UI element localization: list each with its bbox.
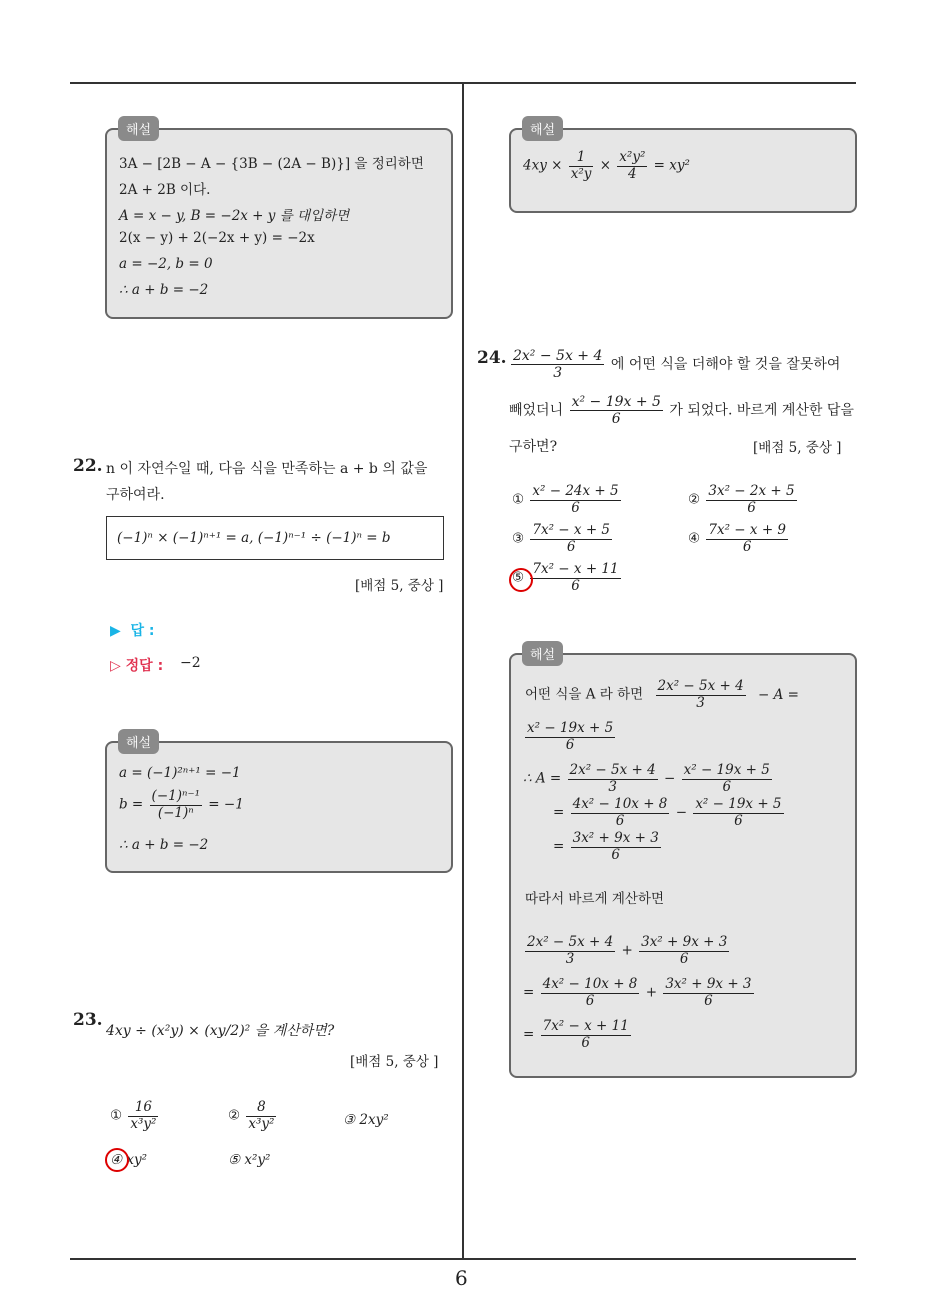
solution-line — [553, 831, 663, 863]
column-divider — [462, 84, 464, 1260]
denominator: 4 — [628, 165, 637, 182]
solution-line — [523, 977, 756, 1009]
question-text-part: 에 어떤 식을 더해야 할 것을 잘못하여 — [610, 356, 841, 373]
denominator: 6 — [679, 950, 689, 967]
denominator: x³y² — [248, 1115, 275, 1132]
solution-line — [523, 935, 731, 967]
solution-line: ∴ a + b = −2 — [119, 282, 209, 298]
choice-mark: ② — [228, 1107, 241, 1124]
denominator: x³y² — [130, 1115, 157, 1132]
denominator: 6 — [615, 812, 625, 829]
solution-fraction — [639, 935, 729, 967]
operator: = — [553, 838, 565, 855]
solution-fraction — [150, 789, 202, 821]
choice-mark: ④ — [110, 1152, 123, 1168]
solution-line — [523, 150, 690, 182]
denominator: 6 — [585, 992, 595, 1009]
denominator: (−1)ⁿ — [157, 804, 194, 821]
numerator: 2x² − 5x + 4 — [657, 678, 744, 694]
choice-2[interactable] — [688, 484, 799, 516]
numerator: (−1)ⁿ⁻¹ — [151, 788, 200, 804]
numerator: 4x² − 10x + 8 — [572, 796, 668, 812]
choice-5[interactable]: ⑤ x²y² — [228, 1152, 271, 1168]
denominator: 6 — [581, 1034, 590, 1051]
numerator: 7x² − x + 9 — [708, 522, 787, 538]
choice-fraction — [530, 562, 620, 594]
numerator: x² − 19x + 5 — [527, 720, 614, 736]
choice-fraction — [128, 1100, 158, 1132]
numerator: 3x² − 2x + 5 — [708, 483, 795, 499]
solution-text: − A = — [758, 686, 799, 703]
solution-lhs: 4xy × — [523, 157, 563, 174]
numerator: 1 — [569, 150, 594, 167]
numerator: 4x² − 10x + 8 — [542, 976, 638, 992]
numerator: 7x² − x + 5 — [532, 522, 611, 538]
question-number: 22. — [73, 456, 103, 476]
selected-answer-circle — [105, 1148, 129, 1172]
choice-fraction — [530, 484, 620, 516]
operator: = — [553, 804, 565, 821]
choice-mark: ③ — [512, 530, 525, 547]
denominator: 6 — [566, 538, 576, 555]
question-number: 24. — [477, 348, 507, 368]
denominator: 6 — [611, 411, 621, 428]
denominator: 6 — [734, 812, 743, 829]
operator: = — [523, 984, 535, 1001]
denominator: 6 — [704, 992, 713, 1009]
solution-fraction — [682, 763, 772, 795]
solution-line: ∴ a + b = −2 — [119, 837, 209, 853]
numerator: 8 — [246, 1100, 276, 1117]
solution-label: 해설 — [522, 116, 563, 141]
question-text-part: 가 되었다. 바르게 계산한 답을 — [669, 402, 854, 419]
operator: − — [664, 770, 676, 787]
question-text: 구하면? — [509, 439, 558, 455]
choice-fraction — [246, 1100, 276, 1132]
numerator: 7x² − x + 11 — [542, 1018, 629, 1034]
numerator: x² − 19x + 5 — [695, 796, 782, 812]
solution-fraction — [525, 935, 615, 967]
q22-solution-box — [105, 741, 453, 873]
question-text: n 이 자연수일 때, 다음 식을 만족하는 a + b 의 값을 — [106, 461, 428, 477]
choice-1[interactable] — [512, 484, 623, 516]
numerator: 3x² + 9x + 3 — [572, 830, 659, 846]
choice-3[interactable]: ③ 2xy² — [343, 1112, 389, 1128]
solution-line: a = −2, b = 0 — [119, 256, 213, 272]
numerator: x² − 24x + 5 — [532, 483, 619, 499]
solution-line — [525, 679, 799, 711]
score-difficulty: [배점 5, 중상 ] — [350, 1054, 439, 1070]
question-fraction — [570, 394, 663, 427]
denominator: 6 — [722, 778, 732, 795]
q24-solution-box — [509, 653, 857, 1078]
question-text: 4xy ÷ (x²y) × (xy/2)² 을 계산하면? — [106, 1023, 335, 1039]
numerator: 2x² − 5x + 4 — [569, 762, 656, 778]
solution-line — [553, 797, 786, 829]
denominator: 6 — [571, 499, 580, 516]
solution-fraction — [571, 797, 670, 829]
denominator: 6 — [742, 538, 752, 555]
solution-fraction — [541, 1019, 631, 1051]
denominator: 6 — [565, 736, 575, 753]
choice-mark: ② — [688, 491, 701, 508]
denominator: 6 — [611, 846, 620, 863]
solution-line — [523, 1019, 633, 1051]
choice-mark: ① — [512, 491, 525, 508]
denominator: 3 — [696, 694, 705, 711]
denominator: 6 — [571, 577, 580, 594]
given-condition: (−1)ⁿ × (−1)ⁿ⁺¹ = a, (−1)ⁿ⁻¹ ÷ (−1)ⁿ = b — [117, 530, 391, 546]
operator: = — [523, 1026, 535, 1043]
choice-fraction — [706, 523, 788, 555]
denominator: 3 — [565, 950, 575, 967]
solution-fraction — [568, 763, 658, 795]
numerator: x² − 19x + 5 — [683, 762, 770, 778]
numerator: 3x² + 9x + 3 — [665, 976, 752, 992]
selected-answer-circle — [509, 568, 533, 592]
solution-line — [523, 721, 617, 753]
choice-value: xy² — [126, 1152, 148, 1168]
solution-line: a = (−1)²ⁿ⁺¹ = −1 — [119, 765, 241, 781]
solution-text: 어떤 식을 A 라 하면 — [525, 686, 644, 703]
choice-mark: ① — [110, 1107, 123, 1124]
solution-fraction — [617, 150, 647, 182]
right-solution-box-prev — [509, 128, 857, 213]
solution-line — [523, 763, 774, 795]
given-condition-box — [106, 516, 444, 560]
numerator: x²y² — [619, 149, 646, 165]
choice-mark: ④ — [688, 530, 701, 547]
operator: + — [645, 984, 658, 1001]
question-fraction — [511, 348, 604, 381]
question-text — [509, 348, 840, 381]
question-text — [509, 394, 854, 427]
solution-lhs: b = — [119, 796, 144, 813]
solution-label: 해설 — [118, 729, 159, 754]
question-text: 구하여라. — [106, 487, 165, 503]
solution-label: 해설 — [522, 641, 563, 666]
solution-fraction — [541, 977, 640, 1009]
numerator: 2x² − 5x + 4 — [527, 934, 614, 950]
solution-line: A = x − y, B = −2x + y 를 대입하면 — [119, 208, 350, 224]
correct-answer-label: ▷ 정답 : — [110, 658, 164, 674]
operator: − — [675, 804, 688, 821]
solution-fraction — [525, 721, 615, 753]
score-difficulty: [배점 5, 중상 ] — [753, 440, 842, 456]
numerator: x² − 19x + 5 — [571, 394, 661, 410]
denominator: 6 — [747, 499, 756, 516]
bottom-rule — [70, 1258, 856, 1260]
solution-rhs: = xy² — [653, 157, 690, 174]
operator: + — [621, 942, 633, 959]
page-number: 6 — [455, 1266, 468, 1290]
solution-fraction — [693, 797, 783, 829]
numerator: 16 — [128, 1100, 158, 1117]
solution-label: 해설 — [118, 116, 159, 141]
left-solution-box-prev — [105, 128, 453, 319]
operator: × — [599, 157, 611, 174]
choice-2[interactable] — [228, 1100, 278, 1132]
solution-line: 2(x − y) + 2(−2x + y) = −2x — [119, 230, 315, 246]
solution-line: 따라서 바르게 계산하면 — [525, 891, 664, 907]
choice-3[interactable] — [512, 523, 614, 555]
solution-lhs: ∴ A = — [523, 770, 562, 787]
numerator: 3x² + 9x + 3 — [641, 934, 728, 950]
question-text-part: 빼었더니 — [509, 402, 564, 419]
solution-fraction — [663, 977, 753, 1009]
solution-rhs: = −1 — [208, 796, 244, 813]
question-number: 23. — [73, 1010, 103, 1030]
choice-4[interactable] — [688, 523, 790, 555]
choice-fraction — [530, 523, 612, 555]
answer-label: ▶ 답 : — [110, 623, 155, 639]
denominator: 3 — [608, 778, 617, 795]
numerator: 7x² − x + 11 — [532, 561, 619, 577]
numerator: 2x² − 5x + 4 — [513, 348, 603, 364]
denominator: 3 — [553, 365, 563, 382]
denominator: x²y — [570, 165, 592, 182]
choice-fraction — [706, 484, 796, 516]
solution-fraction — [571, 831, 661, 863]
choice-mark: ⑤ — [512, 569, 525, 586]
correct-answer-value: −2 — [180, 655, 201, 671]
solution-line: 3A − [2B − A − {3B − (2A − B)}] 을 정리하면 — [119, 156, 424, 172]
solution-line — [119, 789, 244, 821]
solution-fraction — [656, 679, 746, 711]
solution-fraction — [569, 150, 594, 182]
choice-1[interactable] — [110, 1100, 160, 1132]
solution-line: 2A + 2B 이다. — [119, 182, 211, 198]
score-difficulty: [배점 5, 중상 ] — [355, 578, 444, 594]
